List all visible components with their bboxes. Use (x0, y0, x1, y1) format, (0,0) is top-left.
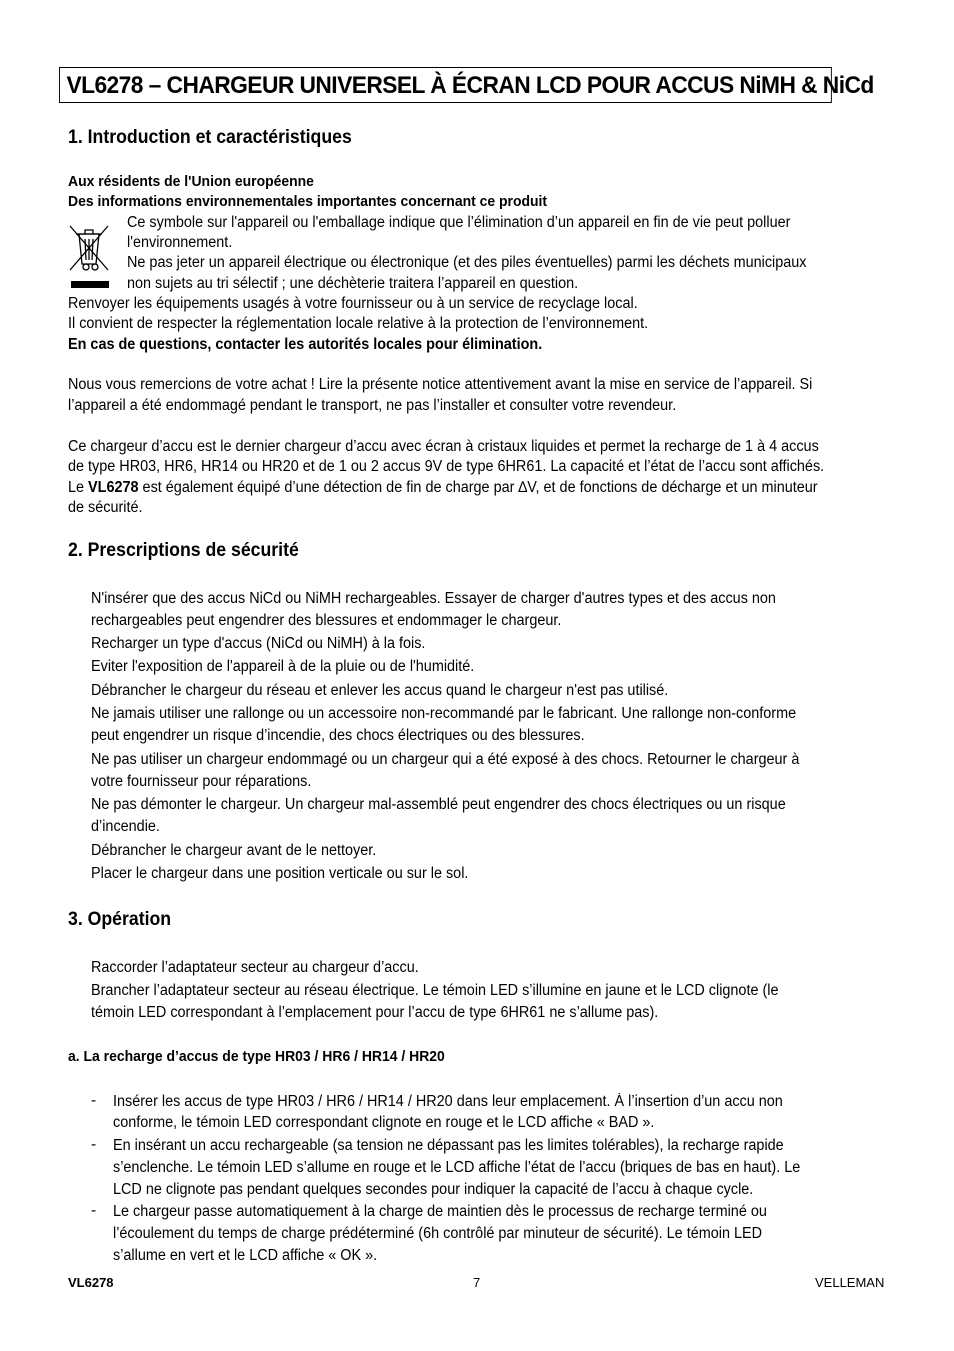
safety-text-line: N'insérer que des accus NiCd ou NiMH rechargeables. Essayer de charger d'autres types et des accus non (91, 590, 776, 607)
bullet-text-line: conforme, le témoin LED correspondant clignote en rouge et le LCD affiche « BAD ». (113, 1114, 655, 1131)
safety-text-line: Débrancher le chargeur du réseau et enlever les accus quand le chargeur n'est pas utilisé. (91, 682, 669, 699)
description-text-line: Ce chargeur d’accu est le dernier chargeur d’accu avec écran à cristaux liquides et permet la recharge de 1 à 4 accus (68, 438, 819, 455)
section-3-heading: 3. Opération (68, 909, 172, 930)
questions-text: En cas de questions, contacter les autorités locales pour élimination. (68, 336, 543, 353)
operation-text-line: Raccorder l’adaptateur secteur au chargeur d’accu. (91, 959, 419, 976)
section-2-heading: 2. Prescriptions de sécurité (68, 540, 299, 561)
bullet-text-line: s’allume en vert et le LCD affiche « OK ». (113, 1247, 378, 1264)
environment-info-heading: Des informations environnementales importantes concernant ce produit (68, 193, 548, 210)
symbol-text-line: l'environnement. (127, 234, 233, 251)
safety-text-line: peut engendrer un risque d’incendie, des chocs électriques ou des blessures. (91, 727, 585, 744)
description-text-line: de type HR03, HR6, HR14 ou HR20 et de 1 ou 2 accus 9V de type 6HR61. La capacité et l’état de l’accu sont affichés. (68, 458, 825, 475)
safety-text-line: Débrancher le chargeur avant de le nettoyer. (91, 842, 377, 859)
safety-text-line: rechargeables peut engendrer des blessures et endommager le chargeur. (91, 612, 562, 629)
bullet-text-line: Insérer les accus de type HR03 / HR6 / HR14 / HR20 dans leur emplacement. À l’insertion d’un accu non (113, 1093, 783, 1110)
bullet-text-line: Le chargeur passe automatiquement à la charge de maintien dès le processus de recharge terminé ou (113, 1203, 767, 1220)
operation-text-line: témoin LED correspondant à l’emplacement pour l’accu de type 6HR61 ne s’allume pas). (91, 1004, 659, 1021)
bullet-text-line: l’écoulement du temps de charge prédéterminé (6h contrôlé par minuteur de sécurité). Le témoin LED (113, 1225, 763, 1242)
bullet-dash: - (91, 1092, 97, 1109)
bullet-text-line: s’enclenche. Le témoin LED s’allume en rouge et le LCD affiche l’état de l’accu (briques de bas en haut). Le (113, 1159, 801, 1176)
bullet-dash: - (91, 1202, 97, 1219)
bullet-text-line: LCD ne clignote pas pendant quelques secondes pour indiquer la capacité de l’accu à chaque cycle. (113, 1181, 754, 1198)
safety-text-line: Eviter l'exposition de l'appareil à de la pluie ou de l'humidité. (91, 658, 475, 675)
weee-crossed-bin-icon (66, 222, 112, 274)
operation-text-line: Brancher l’adaptateur secteur au réseau électrique. Le témoin LED s’illumine en jaune et le LCD clignote (le (91, 982, 779, 999)
footer-brand: VELLEMAN (815, 1275, 885, 1290)
weee-bar-icon (71, 281, 109, 288)
page-title: VL6278 – CHARGEUR UNIVERSEL À ÉCRAN LCD POUR ACCUS NiMH & NiCd (59, 67, 832, 103)
footer-model: VL6278 (68, 1275, 114, 1290)
thanks-text-line: l’appareil a été endommagé pendant le transport, ne pas l’installer et consulter votre revendeur. (68, 397, 677, 414)
symbol-text-line: Ce symbole sur l'appareil ou l'emballage indique que l’élimination d’un appareil en fin de vie peut polluer (127, 214, 791, 231)
regulation-text: Il convient de respecter la réglementation locale relative à la protection de l’environnement. (68, 315, 649, 332)
symbol-text-line: non sujets au tri sélectif ; une déchèterie traitera l’appareil en question. (127, 275, 579, 292)
bullet-dash: - (91, 1136, 97, 1153)
safety-text-line: Ne pas utiliser un chargeur endommagé ou un chargeur qui a été exposé à des chocs. Retourner le chargeur à (91, 751, 800, 768)
thanks-text-line: Nous vous remercions de votre achat ! Lire la présente notice attentivement avant la mise en service de l’appareil. Si (68, 376, 813, 393)
description-text-line: de sécurité. (68, 499, 143, 516)
model-name: VL6278 (88, 479, 139, 496)
safety-text-line: Ne pas démonter le chargeur. Un chargeur mal-assemblé peut engendrer des chocs électriques ou un risque (91, 796, 786, 813)
safety-text-line: d’incendie. (91, 818, 160, 835)
eu-residents-heading: Aux résidents de l'Union européenne (68, 173, 314, 190)
section-1-heading: 1. Introduction et caractéristiques (68, 127, 352, 148)
safety-text-line: Placer le chargeur dans une position verticale ou sur le sol. (91, 865, 469, 882)
safety-text-line: votre fournisseur pour réparations. (91, 773, 312, 790)
description-suffix: est également équipé d’une détection de fin de charge par ∆V, et de fonctions de décharge et un minuteur (138, 479, 818, 496)
symbol-text-line: Ne pas jeter un appareil électrique ou électronique (et des piles éventuelles) parmi les déchets municipaux (127, 254, 807, 271)
footer-page-number: 7 (473, 1275, 481, 1290)
return-equipment-text: Renvoyer les équipements usagés à votre fournisseur ou à un service de recyclage local. (68, 295, 638, 312)
bullet-text-line: En insérant un accu rechargeable (sa tension ne dépassant pas les limites tolérables), la recharge rapide (113, 1137, 784, 1154)
safety-text-line: Recharger un type d'accus (NiCd ou NiMH) à la fois. (91, 635, 426, 652)
description-text-line (68, 478, 818, 498)
safety-text-line: Ne jamais utiliser une rallonge ou un accessoire non-recommandé par le fabricant. Une rallonge non-conforme (91, 705, 797, 722)
description-prefix: Le (68, 479, 89, 496)
subsection-a-heading: a. La recharge d’accus de type HR03 / HR6 / HR14 / HR20 (68, 1048, 445, 1065)
